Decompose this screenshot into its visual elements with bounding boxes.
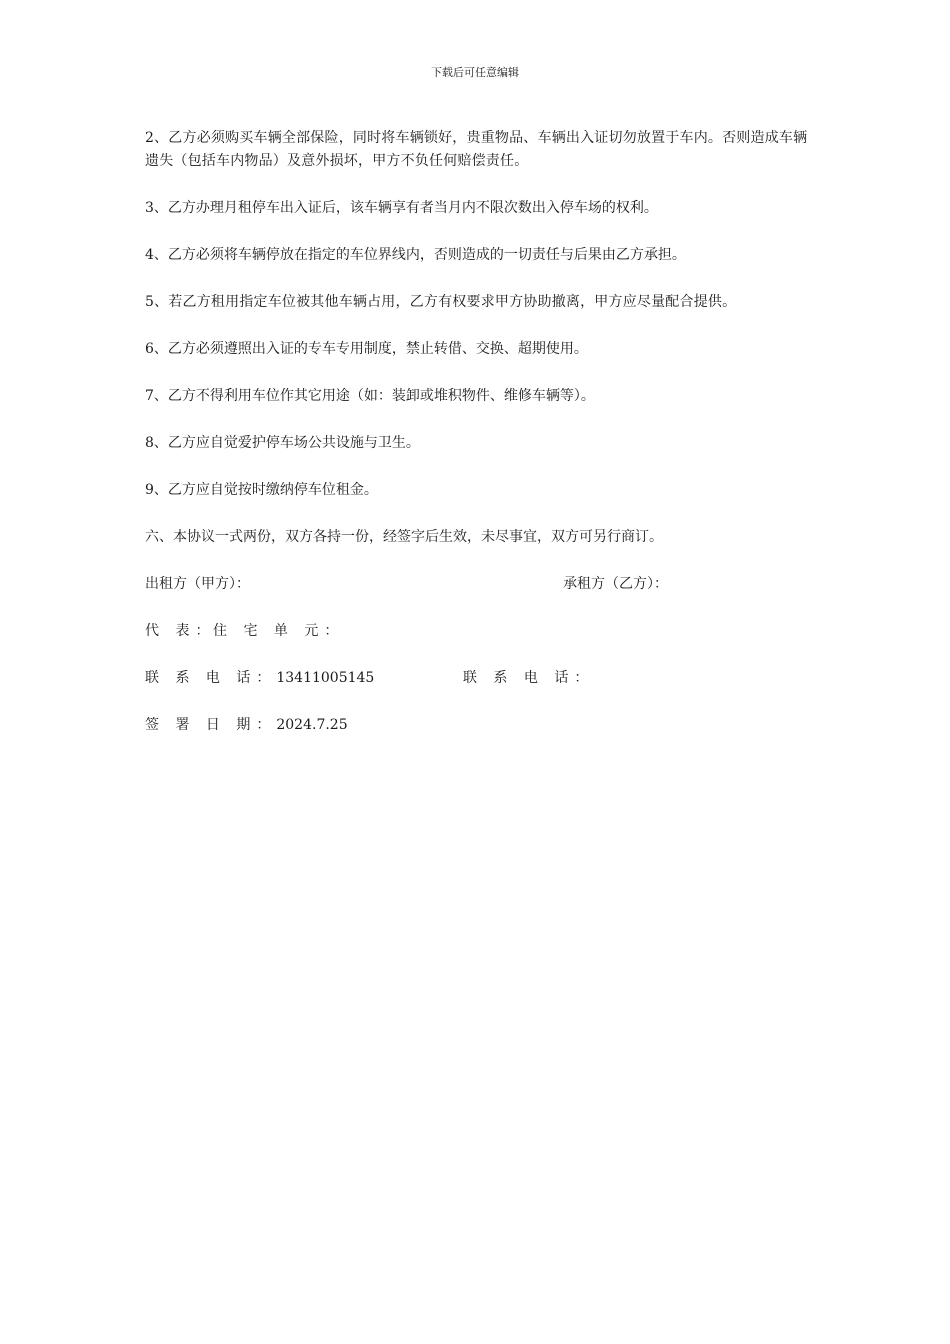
representative-row [145, 620, 815, 643]
lessor-phone-value: 13411005145 [276, 670, 375, 686]
sign-date [145, 714, 348, 737]
lessor-label: 出租方（甲方）： [145, 576, 250, 592]
sign-date-row [145, 714, 815, 737]
clause-8: 8、乙方应自觉爱护停车场公共设施与卫生。 [145, 435, 420, 451]
sign-date-value: 2024.7.25 [276, 717, 348, 733]
phone-row [145, 667, 815, 690]
lessor-phone-label: 联 系 电 话： [145, 670, 277, 686]
contract-body [145, 127, 815, 761]
party-labels-row [145, 573, 815, 596]
clause-3: 3、乙方办理月租停车出入证后，该车辆享有者当月内不限次数出入停车场的权利。 [145, 200, 658, 216]
sign-date-label: 签 署 日 期： [145, 717, 277, 733]
lessee-phone-label: 联 系 电 话： [463, 670, 595, 686]
page-header-note: 下载后可任意编辑 [431, 66, 519, 79]
clause-2: 2、乙方必须购买车辆全部保险，同时将车辆锁好，贵重物品、车辆出入证切勿放置于车内。否则造成车辆遗失（包括车内物品）及意外损坏，甲方不负任何赔偿责任。 [145, 130, 808, 169]
clause-9: 9、乙方应自觉按时缴纳停车位租金。 [145, 482, 378, 498]
representative-label: 代 表： [145, 623, 216, 639]
lessor-phone [145, 667, 374, 690]
lessee-label: 承租方（乙方）： [563, 576, 668, 592]
section-six: 六、本协议一式两份，双方各持一份，经签字后生效，未尽事宜，双方可另行商订。 [145, 529, 663, 545]
clause-4: 4、乙方必须将车辆停放在指定的车位界线内，否则造成的一切责任与后果由乙方承担。 [145, 247, 686, 263]
clause-7: 7、乙方不得利用车位作其它用途（如：装卸或堆积物件、维修车辆等）。 [145, 388, 595, 404]
clause-5: 5、若乙方租用指定车位被其他车辆占用，乙方有权要求甲方协助撤离，甲方应尽量配合提供。 [145, 294, 737, 310]
residence-unit-label: 住 宅 单 元： [213, 623, 345, 639]
clause-6: 6、乙方必须遵照出入证的专车专用制度，禁止转借、交换、超期使用。 [145, 341, 588, 357]
